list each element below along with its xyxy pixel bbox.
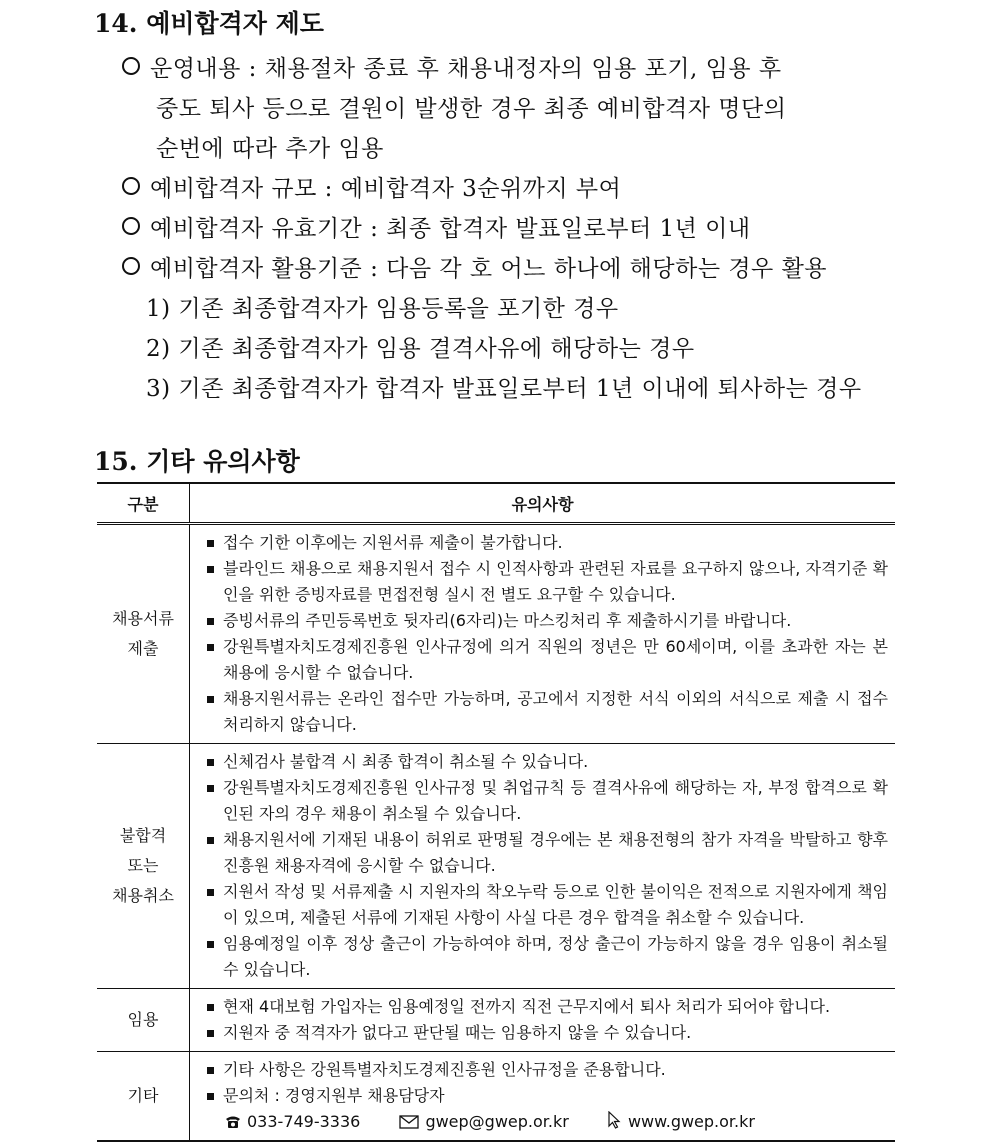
row-label: 불합격 또는 채용취소 xyxy=(97,744,190,989)
cursor-icon xyxy=(608,1111,622,1129)
circle-bullet-icon xyxy=(122,177,140,195)
contact-email[interactable]: gwep@gwep.or.kr xyxy=(399,1112,578,1131)
circle-bullet-icon xyxy=(122,257,140,275)
list-item: 지원자 중 적격자가 없다고 판단될 때는 임용하지 않을 수 있습니다. xyxy=(205,1020,888,1046)
section-14-title: 14. 예비합격자 제도 xyxy=(94,9,324,38)
sec14-line-2: 중도 퇴사 등으로 결원이 발생한 경우 최종 예비합격자 명단의 xyxy=(156,96,787,122)
sec14-line-5: 예비합격자 유효기간 : 최종 합격자 발표일로부터 1년 이내 xyxy=(122,210,751,243)
table-row xyxy=(97,989,895,1052)
list-item: 채용지원서에 기재된 내용이 허위로 판명될 경우에는 본 채용전형의 참가 자격을 박탈하고 향후 진흥원 채용자격에 응시할 수 없습니다. xyxy=(205,827,888,879)
table-row xyxy=(97,744,895,989)
circle-bullet-icon xyxy=(122,57,140,75)
circle-bullet-icon xyxy=(122,217,140,235)
sec14-line-9: 3) 기존 최종합격자가 합격자 발표일로부터 1년 이내에 퇴사하는 경우 xyxy=(146,376,862,402)
row-content xyxy=(190,989,896,1052)
sec14-line-4: 예비합격자 규모 : 예비합격자 3순위까지 부여 xyxy=(122,170,621,203)
table-row xyxy=(97,524,895,744)
list-item: 증빙서류의 주민등록번호 뒷자리(6자리)는 마스킹처리 후 제출하시기를 바랍니다. xyxy=(205,608,888,634)
section-15-title: 15. 기타 유의사항 xyxy=(94,447,300,476)
table-row xyxy=(97,1052,895,1142)
list-item: 강원특별자치도경제진흥원 인사규정에 의거 직원의 정년은 만 60세이며, 이를 초과한 자는 본 채용에 응시할 수 없습니다. xyxy=(205,634,888,686)
row-content xyxy=(190,1052,896,1142)
row-content xyxy=(190,744,896,989)
envelope-icon xyxy=(399,1115,419,1129)
header-category: 구분 xyxy=(97,483,190,524)
notes-table xyxy=(97,482,895,1142)
sec14-line-1: 운영내용 : 채용절차 종료 후 채용내정자의 임용 포기, 임용 후 xyxy=(122,50,782,83)
row-content xyxy=(190,524,896,744)
list-item: 문의처 : 경영지원부 채용담당자 xyxy=(205,1083,888,1109)
list-item: 지원서 작성 및 서류제출 시 지원자의 착오누락 등으로 인한 불이익은 전적으로 지원자에게 책임이 있으며, 제출된 서류에 기재된 사항이 사실 다른 경우 합격을 취소할 수 있습니다. xyxy=(205,879,888,931)
phone-icon xyxy=(225,1115,241,1129)
header-notes: 유의사항 xyxy=(190,483,896,524)
list-item: 기타 사항은 강원특별자치도경제진흥원 인사규정을 준용합니다. xyxy=(205,1057,888,1083)
contact-phone: 033-749-3336 xyxy=(225,1112,370,1131)
contact-web[interactable]: www.gwep.or.kr xyxy=(608,1112,765,1131)
contact-line xyxy=(191,1109,894,1139)
table-header-row xyxy=(97,483,895,524)
list-item: 강원특별자치도경제진흥원 인사규정 및 취업규칙 등 결격사유에 해당하는 자, 부정 합격으로 확인된 자의 경우 채용이 취소될 수 있습니다. xyxy=(205,775,888,827)
sec14-line-7: 1) 기존 최종합격자가 임용등록을 포기한 경우 xyxy=(146,296,619,322)
row-label: 임용 xyxy=(97,989,190,1052)
list-item: 채용지원서류는 온라인 접수만 가능하며, 공고에서 지정한 서식 이외의 서식으로 제출 시 접수 처리하지 않습니다. xyxy=(205,686,888,738)
list-item: 현재 4대보험 가입자는 임용예정일 전까지 직전 근무지에서 퇴사 처리가 되어야 합니다. xyxy=(205,994,888,1020)
sec14-line-8: 2) 기존 최종합격자가 임용 결격사유에 해당하는 경우 xyxy=(146,336,695,362)
sec14-line-6: 예비합격자 활용기준 : 다음 각 호 어느 하나에 해당하는 경우 활용 xyxy=(122,250,827,283)
row-label: 기타 xyxy=(97,1052,190,1142)
list-item: 블라인드 채용으로 채용지원서 접수 시 인적사항과 관련된 자료를 요구하지 않으나, 자격기준 확인을 위한 증빙자료를 면접전형 실시 전 별도 요구할 수 있습니다. xyxy=(205,556,888,608)
sec14-line-3: 순번에 따라 추가 임용 xyxy=(156,136,384,162)
list-item: 신체검사 불합격 시 최종 합격이 취소될 수 있습니다. xyxy=(205,749,888,775)
row-label: 채용서류 제출 xyxy=(97,524,190,744)
list-item: 접수 기한 이후에는 지원서류 제출이 불가합니다. xyxy=(205,530,888,556)
list-item: 임용예정일 이후 정상 출근이 가능하여야 하며, 정상 출근이 가능하지 않을 경우 임용이 취소될 수 있습니다. xyxy=(205,931,888,983)
